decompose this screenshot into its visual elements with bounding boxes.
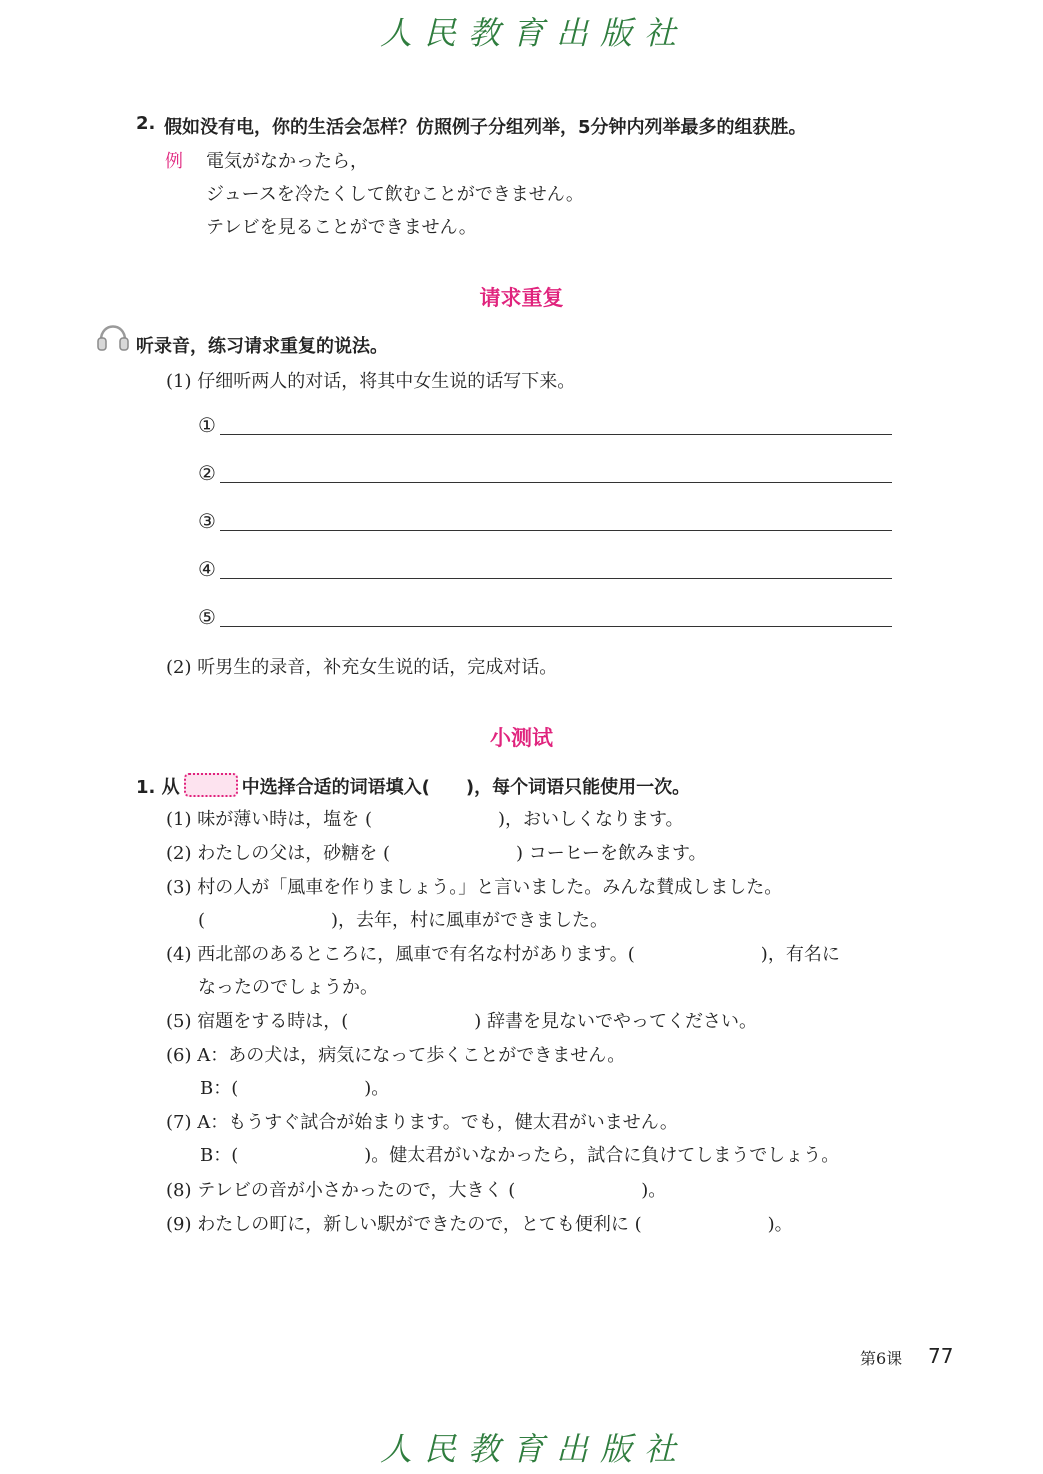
- section-title-repeat: 请求重复: [479, 286, 564, 310]
- quiz-1-instruction: [136, 773, 690, 799]
- quiz-item-4-cont: なったのでしょうか。: [198, 977, 378, 998]
- blank-marker-2: ②: [198, 461, 216, 485]
- example-line-2: ジュースを冷たくして飲むことができません。: [206, 184, 584, 205]
- section-title-quiz: 小测试: [490, 726, 553, 750]
- quiz-item-6b: B：( )。: [200, 1078, 390, 1099]
- quiz-1-post: 中选择合适的词语填入( )，每个词语只能使用一次。: [241, 777, 691, 798]
- quiz-item-9: (9) わたしの町に，新しい駅ができたので，とても便利に ( )。: [166, 1214, 793, 1235]
- quiz-item-6a: (6) A：あの犬は，病気になって歩くことができません。: [166, 1045, 626, 1066]
- quiz-item-7b: B：( )。健太君がいなかったら，試合に負けてしまうでしょう。: [200, 1145, 840, 1166]
- quiz-item-7a: (7) A：もうすぐ試合が始まります。でも，健太君がいません。: [166, 1112, 678, 1133]
- example-line-1: 電気がなかったら，: [206, 151, 368, 172]
- quiz-item-5: (5) 宿題をする時は，( ) 辞書を見ないでやってください。: [166, 1011, 757, 1032]
- exercise-2-instruction: 假如没有电，你的生活会怎样？仿照例子分组列举，5分钟内列举最多的组获胜。: [164, 117, 807, 138]
- quiz-item-8: (8) テレビの音が小さかったので，大きく ( )。: [166, 1180, 667, 1201]
- quiz-item-3: (3) 村の人が「風車を作りましょう。」と言いました。みんな賛成しました。: [166, 877, 783, 898]
- sub-question-1: (1) 仔细听两人的对话，将其中女生说的话写下来。: [166, 371, 576, 392]
- quiz-1-number: 1.: [136, 777, 156, 798]
- answer-line-4[interactable]: [220, 578, 892, 579]
- answer-line-2[interactable]: [220, 482, 892, 483]
- publisher-logo-top: 人民教育出版社: [380, 14, 689, 52]
- word-box: [184, 773, 238, 797]
- blank-marker-3: ③: [198, 509, 216, 533]
- quiz-item-1: (1) 味が薄い時は，塩を ( )，おいしくなります。: [166, 809, 684, 830]
- blank-marker-4: ④: [198, 557, 216, 581]
- blank-marker-5: ⑤: [198, 605, 216, 629]
- answer-line-5[interactable]: [220, 626, 892, 627]
- answer-line-1[interactable]: [220, 434, 892, 435]
- headphones-icon: [96, 316, 130, 356]
- quiz-item-3-cont: ( )，去年，村に風車ができました。: [198, 910, 609, 931]
- publisher-logo-bottom: 人民教育出版社: [380, 1430, 689, 1468]
- example-line-3: テレビを見ることができません。: [206, 217, 477, 238]
- page-number: 77: [928, 1344, 954, 1368]
- exercise-2-number: 2.: [136, 113, 156, 134]
- quiz-1-pre: 从: [161, 777, 180, 798]
- sub-question-2: (2) 听男生的录音，补充女生说的话，完成对话。: [166, 657, 558, 678]
- quiz-item-2: (2) わたしの父は，砂糖を ( ) コーヒーを飲みます。: [166, 843, 707, 864]
- lesson-label: 第6课: [860, 1349, 903, 1368]
- blank-marker-1: ①: [198, 413, 216, 437]
- listen-instruction: 听录音，练习请求重复的说法。: [136, 336, 388, 357]
- answer-line-3[interactable]: [220, 530, 892, 531]
- example-label: 例: [165, 151, 183, 172]
- quiz-item-4: (4) 西北部のあるところに，風車で有名な村があります。( )，有名に: [166, 944, 840, 965]
